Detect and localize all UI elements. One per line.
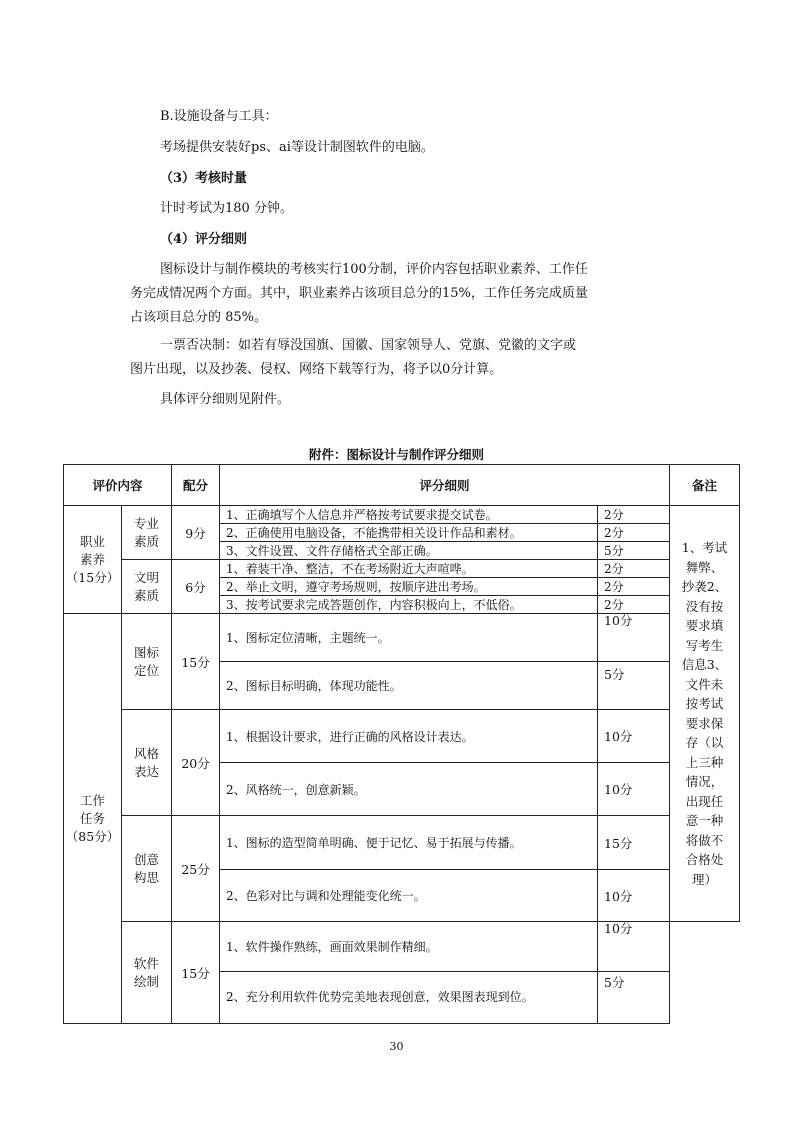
criterion-text: 1、着装干净、整洁，不在考场附近大声喧哗。 xyxy=(220,560,598,578)
criterion-text: 2、风格统一，创意新颖。 xyxy=(220,763,598,816)
criterion-text: 1、正确填写个人信息并严格按考试要求提交试卷。 xyxy=(220,506,598,524)
scoring-para-line: 图标设计与制作模块的考核实行100分制，评价内容包括职业素养、工作任 xyxy=(160,262,588,277)
appendix-ref: 具体评分细则见附件。 xyxy=(160,392,291,407)
header-detail: 评分细则 xyxy=(220,465,670,506)
group-name: 软件 绘制 xyxy=(122,922,172,1024)
group-name: 风格 表达 xyxy=(122,710,172,816)
criterion-text: 3、文件设置、文件存储格式全部正确。 xyxy=(220,542,598,560)
group-score: 25分 xyxy=(172,816,220,922)
group-name: 图标 定位 xyxy=(122,614,172,710)
criterion-score: 2分 xyxy=(598,506,670,524)
remarks-cell xyxy=(670,506,740,922)
veto-para-line: 图片出现，以及抄袭、侵权、网络下载等行为，将予以0分计算。 xyxy=(130,362,503,377)
criterion-text: 1、图标定位清晰，主题统一。 xyxy=(220,614,598,662)
criterion-score: 5分 xyxy=(598,662,670,710)
criterion-score: 5分 xyxy=(598,972,670,1024)
time-text: 计时考试为180 分钟。 xyxy=(160,201,293,216)
header-note: 备注 xyxy=(670,465,740,506)
group-score: 9分 xyxy=(172,506,220,560)
facility-text: 考场提供安装好ps、ai等设计制图软件的电脑。 xyxy=(160,140,434,155)
criterion-text: 2、充分利用软件优势完美地表现创意，效果图表现到位。 xyxy=(220,972,598,1024)
table-title: 附件：图标设计与制作评分细则 xyxy=(308,447,484,462)
criterion-text: 1、图标的造型简单明确、便于记忆、易于拓展与传播。 xyxy=(220,816,598,870)
criterion-score: 2分 xyxy=(598,596,670,614)
header-score: 配分 xyxy=(172,465,220,506)
table-row xyxy=(64,506,740,524)
criterion-score: 2分 xyxy=(598,560,670,578)
criterion-text: 1、根据设计要求，进行正确的风格设计表达。 xyxy=(220,710,598,763)
criterion-text: 2、举止文明，遵守考场规则，按顺序进出考场。 xyxy=(220,578,598,596)
table-row xyxy=(64,816,740,870)
criterion-score: 10分 xyxy=(598,763,670,816)
section-heading-scoring: （4）评分细则 xyxy=(160,232,248,247)
criterion-score: 10分 xyxy=(598,710,670,763)
group-score: 15分 xyxy=(172,922,220,1024)
facility-title: B.设施设备与工具： xyxy=(160,109,278,124)
page-number: 30 xyxy=(389,1040,404,1053)
remarks-text: 1、考试舞弊、抄袭2、没有按要求填写考生信息3、文件未按考试要求保存（以上三种情况，出现任意一种将做不合格处理） xyxy=(681,540,728,887)
scoring-table xyxy=(63,464,740,1024)
group-name: 文明 素质 xyxy=(122,560,172,614)
table-row xyxy=(64,922,740,972)
criterion-score: 10分 xyxy=(598,870,670,922)
group-name: 专业 素质 xyxy=(122,506,172,560)
section-label-task: 工作 任务 （85分） xyxy=(64,614,122,1024)
scoring-para-line: 务完成情况两个方面。其中，职业素养占该项目总分的15%，工作任务完成质量 xyxy=(130,286,588,301)
criterion-score: 15分 xyxy=(598,816,670,870)
group-name: 创意 构思 xyxy=(122,816,172,922)
table-row xyxy=(64,560,740,578)
criterion-text: 1、软件操作熟练，画面效果制作精细。 xyxy=(220,922,598,972)
criterion-text: 2、色彩对比与调和处理能变化统一。 xyxy=(220,870,598,922)
header-content: 评价内容 xyxy=(64,465,172,506)
table-header-row xyxy=(64,465,740,506)
criterion-text: 3、按考试要求完成答题创作，内容积极向上，不低俗。 xyxy=(220,596,598,614)
scoring-para-line: 占该项目总分的 85%。 xyxy=(130,310,268,325)
criterion-score: 10分 xyxy=(598,922,670,972)
table-row xyxy=(64,614,740,662)
criterion-text: 2、正确使用电脑设备，不能携带相关设计作品和素材。 xyxy=(220,524,598,542)
veto-para-line: 一票否决制：如若有辱没国旗、国徽、国家领导人、党旗、党徽的文字或 xyxy=(160,338,577,353)
group-score: 6分 xyxy=(172,560,220,614)
section-heading-time: （3）考核时量 xyxy=(160,171,248,186)
table-row xyxy=(64,710,740,763)
criterion-text: 2、图标目标明确，体现功能性。 xyxy=(220,662,598,710)
criterion-score: 2分 xyxy=(598,524,670,542)
group-score: 15分 xyxy=(172,614,220,710)
criterion-score: 5分 xyxy=(598,542,670,560)
section-label-professional: 职业 素养 （15分） xyxy=(64,506,122,614)
group-score: 20分 xyxy=(172,710,220,816)
criterion-score: 10分 xyxy=(598,614,670,662)
criterion-score: 2分 xyxy=(598,578,670,596)
